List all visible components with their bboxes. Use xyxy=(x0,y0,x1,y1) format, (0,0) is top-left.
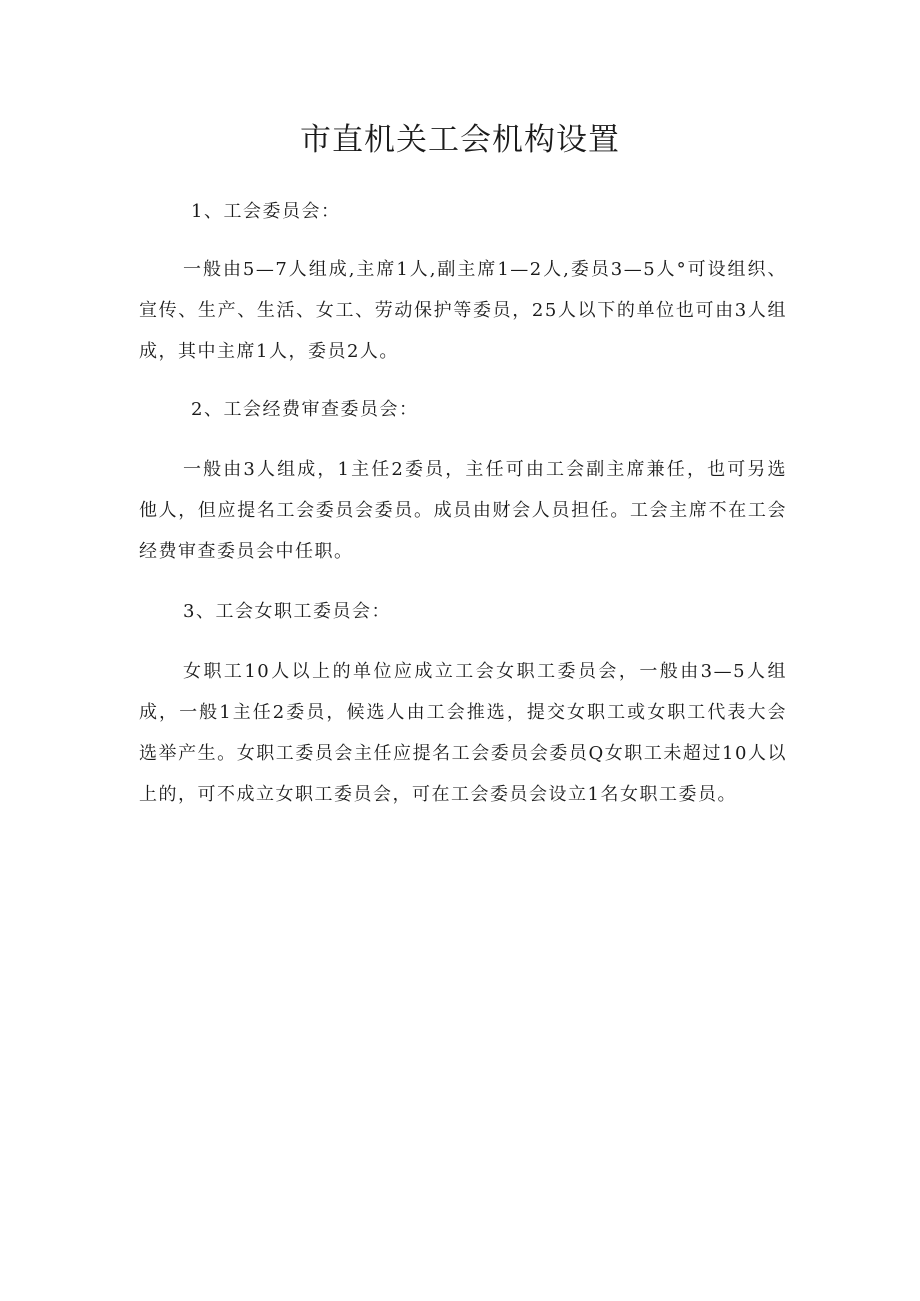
section-heading-funds-audit-committee: 2、工会经费审查委员会： xyxy=(191,399,419,420)
section-heading-union-committee: 1、工会委员会： xyxy=(191,201,341,222)
section-body-union-committee: 一般由5—7人组成,主席1人,副主席1—2人,委员3—5人°可设组织、宣传、生产、生活、女工、劳动保护等委员，25人以下的单位也可由3人组成，其中主席1人，委员2人。 xyxy=(139,259,787,362)
section-body-funds-audit-committee: 一般由3人组成，1主任2委员，主任可由工会副主席兼任，也可另选他人，但应提名工会委员会委员。成员由财会人员担任。工会主席不在工会经费审查委员会中任职。 xyxy=(139,459,787,562)
document-title: 市直机关工会机构设置 xyxy=(300,122,620,158)
section-heading-women-workers-committee: 3、工会女职工委员会： xyxy=(183,601,391,622)
section-body-women-workers-committee: 女职工10人以上的单位应成立工会女职工委员会，一般由3—5人组成，一般1主任2委员，候选人由工会推选，提交女职工或女职工代表大会选举产生。女职工委员会主任应提名工会委员会委员Q女职工未超过10人以上的，可不成立女职工委员会，可在工会委员会设立1名女职工委员。 xyxy=(139,661,787,805)
